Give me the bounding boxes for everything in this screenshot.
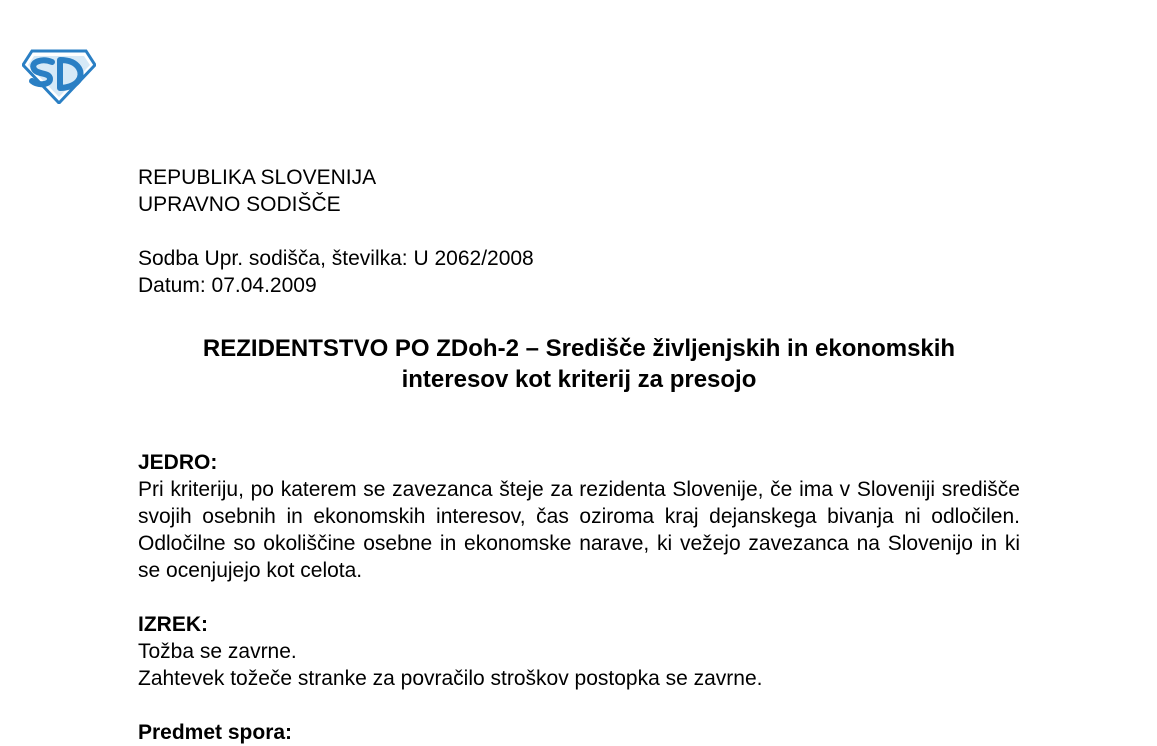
jedro-heading: JEDRO: xyxy=(138,451,218,474)
header-republic: REPUBLIKA SLOVENIJA xyxy=(138,166,377,189)
predmet-spora-heading: Predmet spora: xyxy=(138,721,293,744)
title-line-1: REZIDENTSTVO PO ZDoh-2 – Središče življenjskih in ekonomskih xyxy=(202,335,956,362)
header-court: UPRAVNO SODIŠČE xyxy=(138,193,341,216)
court-logo xyxy=(22,48,96,104)
title-line-2: interesov kot kriterij za presojo xyxy=(401,366,757,393)
spacer xyxy=(138,584,1020,611)
jedro-paragraph: Pri kriteriju, po katerem se zavezanca šteje za rezidenta Slovenije, če ima v Sloveniji središče svojih osebnih in ekonomskih interesov, čas oziroma kraj dejanskega bivanja ni odločilen. Odločilne so okoliščine osebne in ekonomske narave, ki vežejo zavezanca na Slovenijo in ki se ocenjujejo kot celota. xyxy=(138,478,1020,582)
document-body xyxy=(138,164,1020,746)
case-number: Sodba Upr. sodišča, številka: U 2062/2008 xyxy=(138,247,534,270)
izrek-line-2: Zahtevek tožeče stranke za povračilo stroškov postopka se zavrne. xyxy=(138,667,763,690)
izrek-line-1: Tožba se zavrne. xyxy=(138,640,297,663)
spacer xyxy=(138,395,1020,449)
sd-diamond-logo-icon xyxy=(22,48,96,104)
izrek-heading: IZREK: xyxy=(138,613,208,636)
spacer xyxy=(138,692,1020,719)
spacer xyxy=(138,218,1020,245)
document-title xyxy=(138,333,1020,395)
judgment-date: Datum: 07.04.2009 xyxy=(138,274,317,297)
